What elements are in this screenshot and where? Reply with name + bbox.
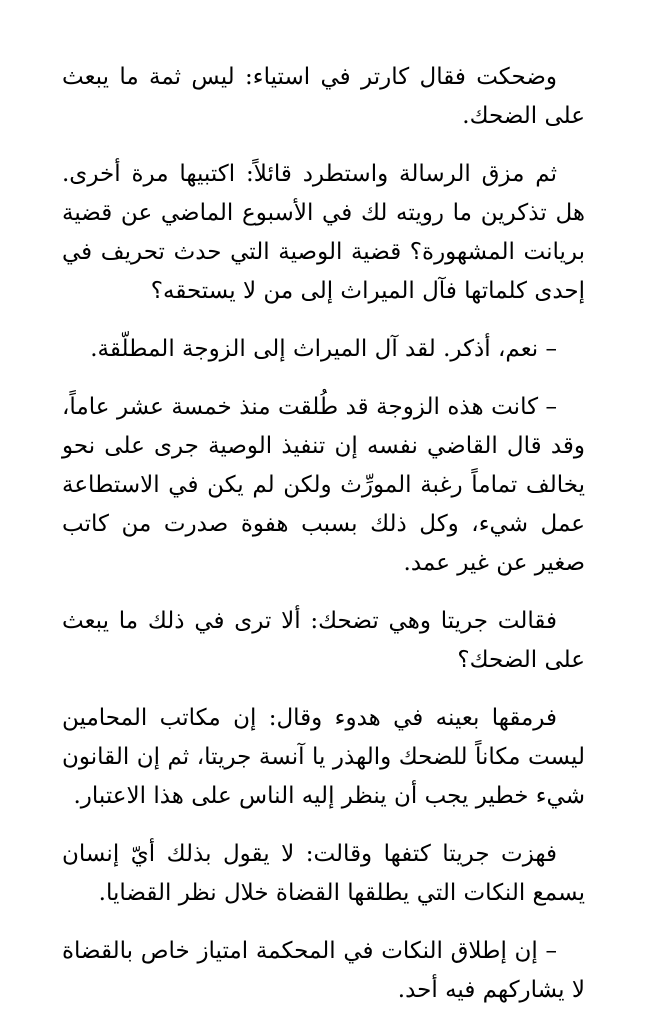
paragraph-2: ثم مزق الرسالة واستطرد قائلاً: اكتبيها مرة أخرى. هل تذكرين ما رويته لك في الأسبوع الماضي عن قضية بريانت المشهورة؟ قضية الوصية التي حدث تحريف في إحدى كلماتها فآل الميراث إلى من لا يستحقه؟ xyxy=(62,161,586,304)
paragraph-3: – نعم، أذكر. لقد آل الميراث إلى الزوجة المطلّقة. xyxy=(90,336,557,362)
paragraph-5: فقالت جريتا وهي تضحك: ألا ترى في ذلك ما يبعث على الضحك؟ xyxy=(62,608,585,673)
paragraph-4: – كانت هذه الزوجة قد طُلقت منذ خمسة عشر عاماً، وقد قال القاضي نفسه إن تنفيذ الوصية جرى على نحو يخالف تماماً رغبة المورِّث ولكن لم يكن في الاستطاعة عمل شيء، وكل ذلك بسبب هفوة صدرت من كاتب صغير عن غير عمد. xyxy=(62,394,585,576)
paragraph-6: فرمقها بعينه في هدوء وقال: إن مكاتب المحامين ليست مكاناً للضحك والهذر يا آنسة جريتا، ثم إن القانون شيء خطير يجب أن ينظر إليه الناس على هذا الاعتبار. xyxy=(62,705,585,809)
paragraph-1: وضحكت فقال كارتر في استياء: ليس ثمة ما يبعث على الضحك. xyxy=(62,64,585,129)
paragraph-7: فهزت جريتا كتفها وقالت: لا يقول بذلك أيّ إنسان يسمع النكات التي يطلقها القضاة خلال نظر القضايا. xyxy=(62,841,585,906)
paragraph-8: – إن إطلاق النكات في المحكمة امتياز خاص بالقضاة لا يشاركهم فيه أحد. xyxy=(62,938,585,1003)
